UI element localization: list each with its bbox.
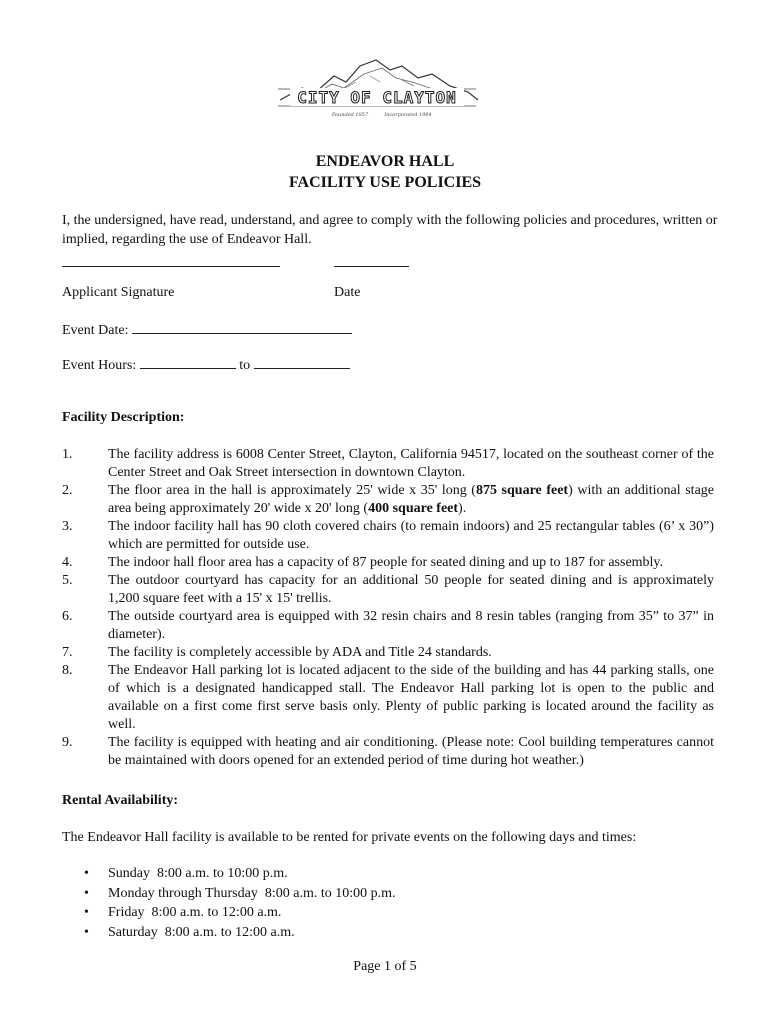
facility-item-text: The indoor hall floor area has a capacity of 87 people for seated dining and up to 187 for assembly.: [108, 555, 664, 570]
facility-item-number: 1.: [62, 447, 73, 462]
rental-slot-item: [84, 884, 396, 904]
applicant-signature-label: Applicant Signature: [62, 285, 175, 300]
date-label: Date: [334, 285, 361, 300]
bullet-icon: •: [84, 885, 89, 901]
facility-item-number: 3.: [62, 519, 73, 534]
facility-description-heading: Facility Description:: [62, 410, 185, 425]
facility-item: [62, 572, 714, 608]
facility-item-text: The outside courtyard area is equipped with 32 resin chairs and 8 resin tables (ranging from 35” to 37” in diameter).: [108, 609, 714, 642]
rental-availability-heading: Rental Availability:: [62, 793, 179, 808]
event-hours-label: Event Hours:: [62, 358, 137, 373]
rental-slot-list: [84, 864, 396, 942]
rental-slot-text: Saturday 8:00 a.m. to 12:00 a.m.: [108, 924, 295, 940]
logo-text: CITY OF CLAYTON: [297, 88, 457, 107]
facility-item-text: The indoor facility hall has 90 cloth covered chairs (to remain indoors) and 25 rectangular tables (6’ x 30”) which are permitted for outside use.: [108, 519, 714, 552]
facility-item-number: 5.: [62, 573, 73, 588]
facility-item-text: The Endeavor Hall parking lot is located adjacent to the side of the building and has 44 parking stalls, one of which is a designated handicapped stall. The Endeavor Hall parking lot is open to the public and available on a first come first serve basis only. Plenty of public parking is located around the facility as well.: [108, 663, 714, 732]
event-date-field: [62, 321, 352, 339]
facility-item: [62, 608, 714, 644]
bullet-icon: •: [84, 905, 89, 920]
signature-line[interactable]: [62, 266, 280, 267]
facility-item-number: 8.: [62, 663, 73, 678]
facility-item: [62, 446, 714, 482]
facility-item-text: The outdoor courtyard has capacity for an additional 50 people for seated dining and is approximately 1,200 square feet with a 15' x 15' trellis.: [108, 573, 714, 606]
rental-slot-item: [84, 864, 396, 884]
event-end-blank[interactable]: [254, 356, 350, 369]
bullet-icon: •: [84, 866, 89, 881]
document-subtitle: FACILITY USE POLICIES: [288, 174, 482, 191]
facility-item-number: 6.: [62, 609, 73, 624]
date-line[interactable]: [334, 266, 409, 267]
bullet-icon: •: [84, 924, 89, 940]
document-title: ENDEAVOR HALL: [315, 153, 455, 170]
facility-item: [62, 662, 714, 734]
facility-item-text: The floor area in the hall is approximately 25' wide x 35' long (875 square feet) with an additional stage area being approximately 20' wide x 20' long (400 square feet).: [108, 483, 714, 516]
event-date-label: Event Date:: [62, 323, 129, 338]
facility-item: [62, 644, 714, 662]
rental-slot-item: [84, 923, 396, 943]
agreement-statement: I, the undersigned, have read, understand, and agree to comply with the following policies and procedures, written or implied, regarding the use of Endeavor Hall.: [62, 213, 718, 247]
page-number: Page 1 of 5: [353, 959, 417, 974]
facility-description-list: [62, 446, 714, 770]
facility-item: [62, 518, 714, 554]
facility-item-number: 7.: [62, 645, 73, 660]
event-hours-to-label: to: [239, 358, 251, 373]
facility-item-number: 2.: [62, 483, 73, 498]
event-start-blank[interactable]: [140, 356, 236, 369]
rental-slot-text: Sunday 8:00 a.m. to 10:00 p.m.: [108, 866, 288, 881]
city-of-clayton-logo: [272, 52, 482, 122]
rental-slot-text: Monday through Thursday 8:00 a.m. to 10:00 p.m.: [108, 885, 396, 901]
rental-intro: The Endeavor Hall facility is available to be rented for private events on the following days and times:: [62, 830, 637, 845]
facility-item: [62, 554, 714, 572]
facility-item-number: 9.: [62, 735, 73, 750]
rental-slot-item: [84, 903, 396, 923]
facility-item-text: The facility is completely accessible by ADA and Title 24 standards.: [108, 645, 492, 660]
mountain-logo-icon: [272, 52, 482, 122]
rental-slot-text: Friday 8:00 a.m. to 12:00 a.m.: [108, 905, 282, 920]
facility-item-text: The facility is equipped with heating and air conditioning. (Please note: Cool building temperatures cannot be maintained with doors opened for an extended period of time during hot weather.): [108, 735, 714, 768]
facility-item: [62, 734, 714, 770]
logo-tagline-right: Incorporated 1964: [384, 112, 432, 118]
facility-item-number: 4.: [62, 555, 73, 570]
event-date-blank[interactable]: [132, 321, 352, 334]
event-hours-field: [62, 356, 350, 374]
facility-item-text: The facility address is 6008 Center Street, Clayton, California 94517, located on the southeast corner of the Center Street and Oak Street intersection in downtown Clayton.: [108, 447, 714, 480]
facility-item: [62, 482, 714, 518]
logo-tagline-left: Founded 1857: [331, 112, 369, 118]
